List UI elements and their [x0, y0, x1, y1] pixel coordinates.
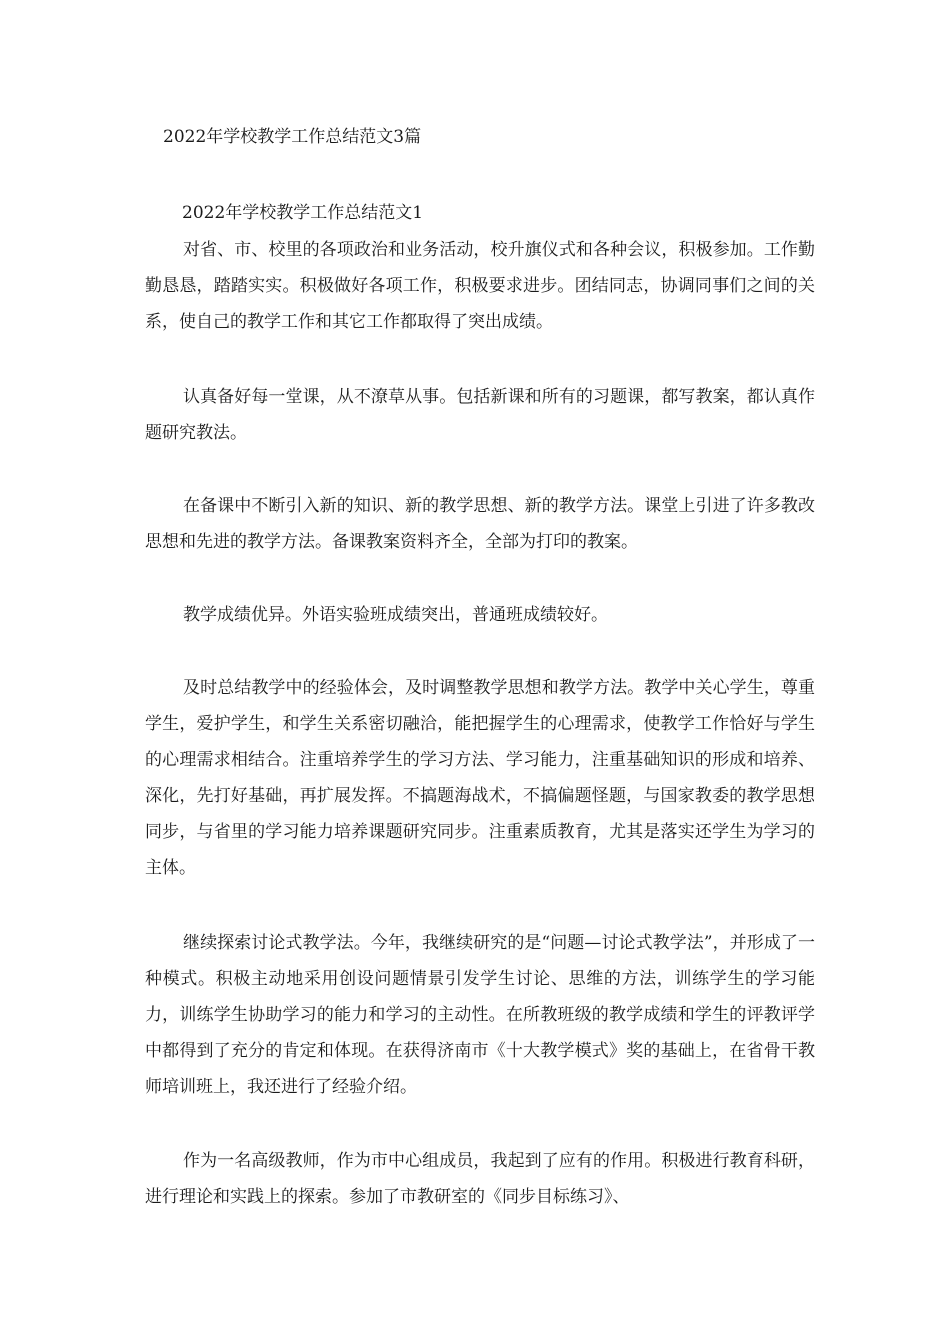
- paragraph-6: 继续探索讨论式教学法。今年，我继续研究的是“问题—讨论式教学法”，并形成了一种模式。积极主动地采用创设问题情景引发学生讨论、思维的方法，训练学生的学习能力，训练学生协助学习的能力和学习的主动性。在所教班级的教学成绩和学生的评教评学中都得到了充分的肯定和体现。在获得济南市《十大教学模式》奖的基础上，在省骨干教师培训班上，我还进行了经验介绍。: [145, 933, 815, 1097]
- document-title: 2022年学校教学工作总结范文3篇: [163, 127, 422, 147]
- paragraph-1: 对省、市、校里的各项政治和业务活动，校升旗仪式和各种会议，积极参加。工作勤勤恳恳，踏踏实实。积极做好各项工作，积极要求进步。团结同志，协调同事们之间的关系，使自己的教学工作和其它工作都取得了突出成绩。: [145, 240, 815, 332]
- paragraph-2: 认真备好每一堂课，从不潦草从事。包括新课和所有的习题课，都写教案，都认真作题研究教法。: [145, 387, 815, 443]
- paragraph-7: 作为一名高级教师，作为市中心组成员，我起到了应有的作用。积极进行教育科研，进行理论和实践上的探索。参加了市教研室的《同步目标练习》、: [145, 1151, 815, 1207]
- paragraph-3: 在备课中不断引入新的知识、新的教学思想、新的教学方法。课堂上引进了许多教改思想和先进的教学方法。备课教案资料齐全，全部为打印的教案。: [145, 496, 815, 552]
- paragraph-5: 及时总结教学中的经验体会，及时调整教学思想和教学方法。教学中关心学生，尊重学生，爱护学生，和学生关系密切融洽，能把握学生的心理需求，使教学工作恰好与学生的心理需求相结合。注重培养学生的学习方法、学习能力，注重基础知识的形成和培养、深化，先打好基础，再扩展发挥。不搞题海战术，不搞偏题怪题，与国家教委的教学思想同步，与省里的学习能力培养课题研究同步。注重素质教育，尤其是落实还学生为学习的主体。: [145, 678, 815, 878]
- section-title: 2022年学校教学工作总结范文1: [182, 203, 424, 223]
- paragraph-4: 教学成绩优异。外语实验班成绩突出，普通班成绩较好。: [183, 605, 608, 625]
